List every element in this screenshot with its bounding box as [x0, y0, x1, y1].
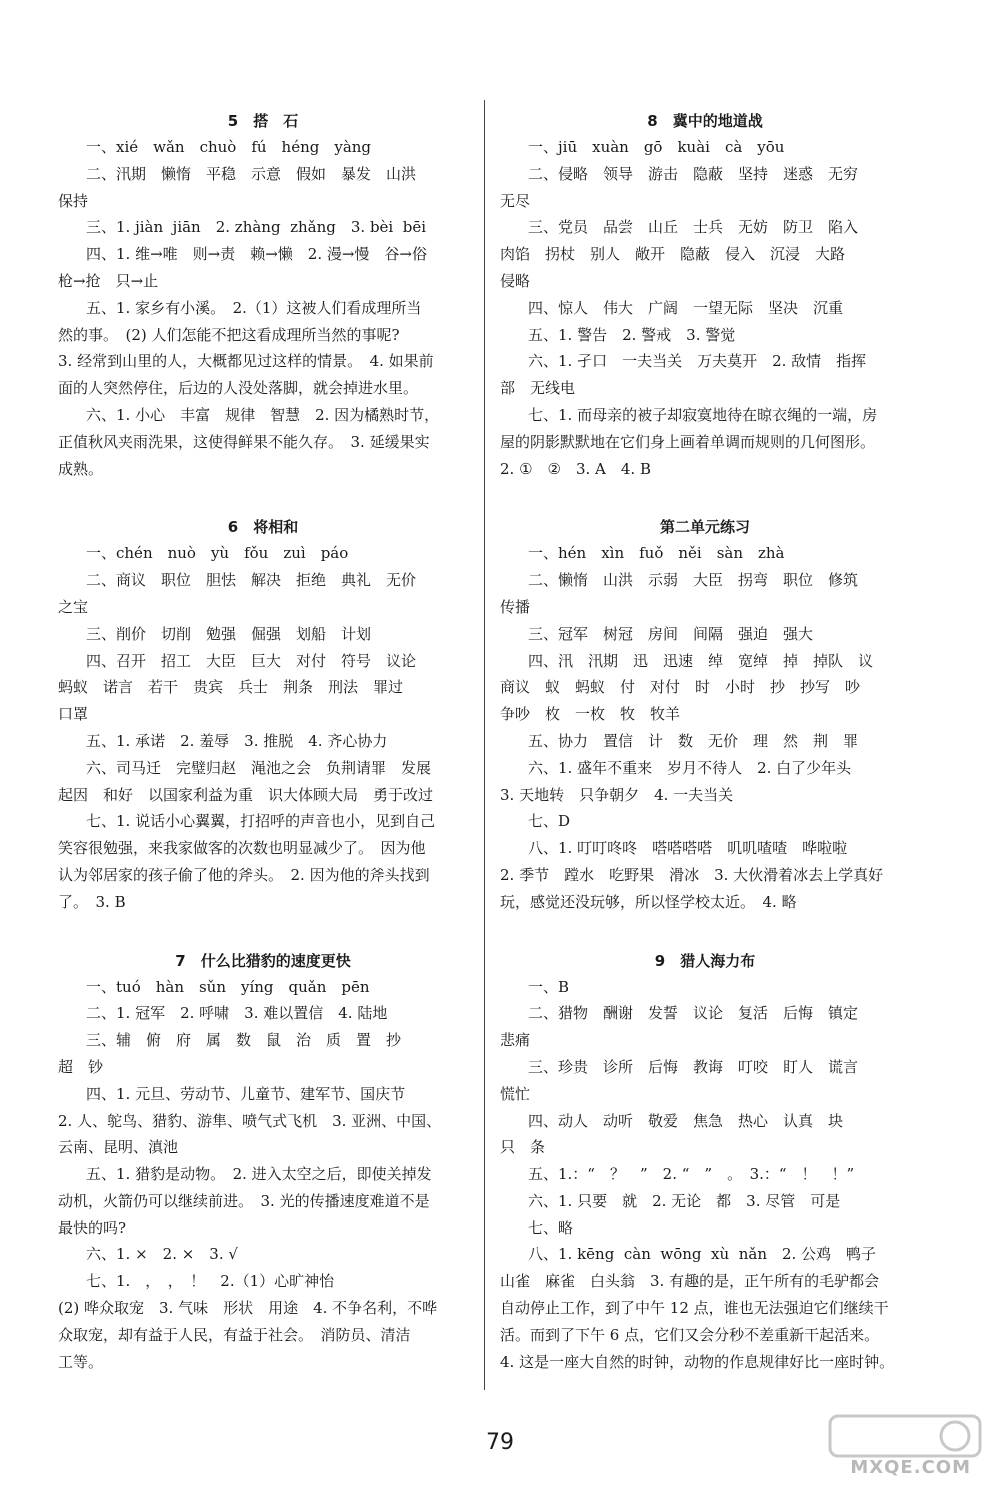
- answer-line: 工等。: [58, 1352, 104, 1371]
- answer-section: [58, 948, 468, 1376]
- watermark-logo: [820, 1410, 985, 1482]
- answer-line: 一、hén xìn fuǒ něi sàn zhà: [528, 544, 785, 563]
- answer-line: (2) 哗众取宠 3. 气味 形状 用途 4. 不争名利，不哗: [58, 1299, 438, 1318]
- section-title: 9 猎人海力布: [654, 951, 756, 970]
- answer-section: [500, 948, 910, 1376]
- answer-line: 云南、昆明、滇池: [58, 1138, 179, 1157]
- column-divider: [484, 100, 485, 1390]
- answer-line: 玩，感觉还没玩够，所以怪学校太近。 4. 略: [500, 892, 797, 911]
- answer-line: 六、1. × 2. × 3. √: [86, 1245, 238, 1264]
- answer-line: 一、chén nuò yù fǒu zuì páo: [86, 544, 349, 563]
- page-number: 79: [486, 1430, 514, 1455]
- right-column: [500, 108, 910, 1407]
- answer-line: 二、猎物 酬谢 发誓 议论 复活 后悔 镇定: [528, 1004, 859, 1023]
- answer-line: 三、党员 品尝 山丘 士兵 无妨 防卫 陷入: [528, 218, 859, 237]
- answer-line: 2. ① ② 3. A 4. B: [500, 459, 651, 478]
- answer-line: 三、削价 切削 勉强 倔强 划船 计划: [86, 624, 372, 643]
- answer-line: 3. 经常到山里的人，大概都见过这样的情景。 4. 如果前: [58, 352, 434, 371]
- section-title: 6 将相和: [227, 518, 299, 537]
- answer-line: 悲痛: [500, 1031, 531, 1050]
- answer-line: 五、1. 家乡有小溪。 2.（1）这被人们看成理所当: [86, 298, 422, 317]
- answer-line: 四、召开 招工 大臣 巨大 对付 符号 议论: [86, 651, 417, 670]
- answer-line: 二、商议 职位 胆怯 解决 拒绝 典礼 无价: [86, 571, 417, 590]
- answer-line: 三、辅 俯 府 属 数 鼠 治 质 置 抄: [86, 1031, 402, 1050]
- answer-line: 六、司马迁 完璧归赵 渑池之会 负荆请罪 发展: [86, 758, 432, 777]
- answer-line: 二、侵略 领导 游击 隐蔽 坚持 迷惑 无穷: [528, 164, 859, 183]
- answer-line: 五、1.：“ ？ ” 2. “ ” 。 3.：“ ！ ！”: [528, 1165, 855, 1184]
- answer-line: 争吵 枚 一枚 牧 牧羊: [500, 705, 681, 724]
- answer-line: 三、1. jiàn jiān 2. zhàng zhǎng 3. bèi bēi: [86, 218, 427, 237]
- answer-line: 八、1. kēng càn wōng xù nǎn 2. 公鸡 鸭子: [528, 1245, 877, 1264]
- answer-line: 成熟。: [58, 459, 104, 478]
- answer-line: 八、1. 叮叮咚咚 嗒嗒嗒嗒 叽叽喳喳 哗啦啦: [528, 839, 848, 858]
- answer-line: 最快的吗?: [58, 1218, 127, 1237]
- watermark-text: MXQE.COM: [850, 1457, 971, 1478]
- answer-line: 四、汛 汛期 迅 迅速 绰 宽绰 掉 掉队 议: [528, 651, 874, 670]
- section-title: 8 冀中的地道战: [647, 112, 763, 130]
- answer-line: 之宝: [58, 597, 89, 616]
- answer-line: 二、汛期 懒惰 平稳 示意 假如 暴发 山洪: [86, 164, 417, 183]
- answer-line: 部 无线电: [500, 379, 576, 398]
- answer-line: 五、1. 猎豹是动物。 2. 进入太空之后，即使关掉发: [86, 1165, 432, 1184]
- answer-line: 只 条: [500, 1138, 546, 1157]
- answer-line: 肉馅 拐杖 别人 敞开 隐蔽 侵入 沉浸 大路: [500, 245, 846, 264]
- answer-line: 二、1. 冠军 2. 呼啸 3. 难以置信 4. 陆地: [86, 1004, 388, 1023]
- answer-line: 笑容很勉强，来我家做客的次数也明显减少了。 因为他: [58, 839, 426, 858]
- section-title: 第二单元练习: [659, 518, 750, 537]
- answer-line: 三、冠军 树冠 房间 间隔 强迫 强大: [528, 624, 814, 643]
- answer-line: 面的人突然停住，后边的人没处落脚，就会掉进水里。: [58, 379, 419, 398]
- answer-line: 3. 天地转 只争朝夕 4. 一夫当关: [500, 785, 734, 804]
- answer-line: 六、1. 小心 丰富 规律 智慧 2. 因为橘熟时节，: [86, 405, 440, 424]
- answer-line: 慌忙: [500, 1084, 531, 1103]
- answer-line: 七、1. 而母亲的被子却寂寞地待在晾衣绳的一端，房: [528, 405, 878, 424]
- answer-line: 三、珍贵 诊所 后悔 教诲 叮咬 盯人 谎言: [528, 1057, 859, 1076]
- answer-line: 侵略: [500, 271, 531, 290]
- answer-line: 一、xié wǎn chuò fú héng yàng: [86, 138, 372, 156]
- answer-line: 五、1. 警告 2. 警戒 3. 警觉: [528, 325, 736, 344]
- answer-line: 七、1. 说话小心翼翼，打招呼的声音也小，见到自己: [86, 812, 436, 831]
- section-title: 7 什么比猎豹的速度更快: [175, 951, 351, 970]
- answer-line: 五、1. 承诺 2. 羞辱 3. 推脱 4. 齐心协力: [86, 731, 388, 750]
- answer-line: 四、1. 维→唯 则→责 赖→懒 2. 漫→慢 谷→俗: [86, 245, 428, 264]
- answer-line: 四、惊人 伟大 广阔 一望无际 坚决 沉重: [528, 298, 844, 317]
- answer-section: [500, 108, 910, 482]
- answer-line: 活。而到了下午 6 点，它们又会分秒不差重新干起活来。: [500, 1325, 880, 1344]
- answer-line: 六、1. 孑口 一夫当关 万夫莫开 2. 敌情 指挥: [528, 352, 867, 371]
- answer-line: 二、懒惰 山洪 示弱 大臣 拐弯 职位 修筑: [528, 571, 859, 590]
- answer-section: [58, 514, 468, 915]
- answer-line: 然的事。 (2) 人们怎能不把这看成理所当然的事呢?: [58, 325, 400, 344]
- answer-line: 认为邻居家的孩子偷了他的斧头。 2. 因为他的斧头找到: [58, 865, 430, 884]
- answer-line: 2. 季节 蹚水 吃野果 滑冰 3. 大伙滑着冰去上学真好: [500, 865, 884, 884]
- answer-section: [58, 108, 468, 482]
- answer-line: 动机，火箭仍可以继续前进。 3. 光的传播速度难道不是: [58, 1191, 430, 1210]
- answer-line: 屋的阴影默默地在它们身上画着单调而规则的几何图形。: [500, 432, 876, 451]
- answer-line: 七、1. ， ， ！ 2.（1）心旷神怡: [86, 1272, 335, 1291]
- answer-line: 了。 3. B: [58, 892, 126, 911]
- answer-line: 无尽: [500, 191, 531, 210]
- answer-line: 保持: [58, 191, 89, 210]
- answer-line: 2. 人、鸵鸟、猎豹、游隼、喷气式飞机 3. 亚洲、中国、: [58, 1111, 442, 1130]
- answer-line: 正值秋风夹雨洗果，这使得鲜果不能久存。 3. 延缓果实: [58, 432, 430, 451]
- answer-line: 山雀 麻雀 白头翁 3. 有趣的是，正午所有的毛驴都会: [500, 1272, 880, 1291]
- answer-line: 四、动人 动听 敬爱 焦急 热心 认真 块: [528, 1111, 844, 1130]
- left-column: [58, 108, 468, 1407]
- answer-line: 起因 和好 以国家利益为重 识大体顾大局 勇于改过: [58, 785, 434, 804]
- answer-line: 一、B: [528, 977, 570, 996]
- answer-line: 一、tuó hàn sǔn yíng quǎn pēn: [86, 977, 370, 996]
- answer-line: 商议 蚁 蚂蚁 付 对付 时 小时 抄 抄写 吵: [500, 678, 861, 697]
- answer-line: 枪→抢 只→止: [58, 271, 159, 290]
- answer-line: 七、略: [528, 1218, 574, 1237]
- answer-line: 传播: [500, 597, 531, 616]
- answer-line: 4. 这是一座大自然的时钟，动物的作息规律好比一座时钟。: [500, 1352, 895, 1371]
- answer-line: 五、协力 置信 计 数 无价 理 然 荆 罪: [528, 731, 859, 750]
- answer-line: 口罩: [58, 705, 89, 724]
- answer-line: 众取宠，却有益于人民，有益于社会。 消防员、清洁: [58, 1325, 411, 1344]
- answer-section: [500, 514, 910, 915]
- section-title: 5 搭 石: [227, 112, 299, 130]
- answer-line: 四、1. 元旦、劳动节、儿童节、建军节、国庆节: [86, 1084, 406, 1103]
- answer-line: 自动停止工作，到了中午 12 点，谁也无法强迫它们继续干: [500, 1299, 889, 1318]
- answer-line: 蚂蚁 诺言 若干 贵宾 兵士 荆条 刑法 罪过: [58, 678, 404, 697]
- answer-line: 超 钞: [58, 1057, 104, 1076]
- answer-line: 六、1. 只要 就 2. 无论 都 3. 尽管 可是: [528, 1191, 841, 1210]
- answer-line: 一、jiū xuàn gō kuài cà yōu: [528, 138, 785, 156]
- answer-line: 六、1. 盛年不重来 岁月不待人 2. 白了少年头: [528, 758, 852, 777]
- answer-line: 七、D: [528, 812, 571, 831]
